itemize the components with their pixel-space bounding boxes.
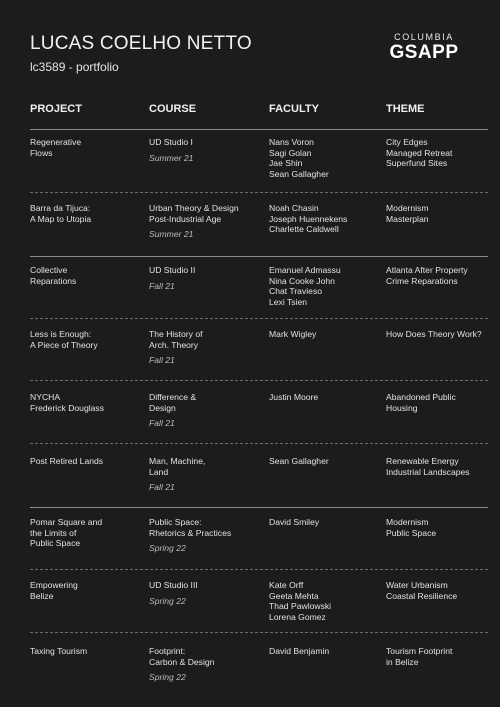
- table-row: [0, 203, 500, 263]
- course-cell: [149, 137, 261, 163]
- course-term: Spring 22: [149, 595, 186, 606]
- portfolio-subtitle: lc3589 - portfolio: [30, 60, 119, 74]
- course-cell: [149, 203, 261, 240]
- course-cell: [149, 456, 261, 493]
- theme-cell: Modernism Public Space: [386, 517, 437, 538]
- course-term: Fall 21: [149, 482, 175, 493]
- column-header-theme: THEME: [386, 103, 425, 115]
- course-cell: [149, 329, 261, 366]
- project-cell: Empowering Belize: [30, 580, 78, 601]
- project-cell: Regenerative Flows: [30, 137, 82, 158]
- course-cell: [149, 265, 261, 291]
- project-cell: Collective Reparations: [30, 265, 77, 286]
- course-name: UD Studio II: [149, 265, 196, 275]
- table-row: [0, 392, 500, 452]
- course-name: The History of Arch. Theory: [149, 329, 203, 350]
- table-row: [0, 517, 500, 577]
- project-cell: Pomar Square and the Limits of Public Space: [30, 517, 103, 549]
- theme-cell: How Does Theory Work?: [386, 329, 482, 339]
- faculty-cell: Noah Chasin Joseph Huennekens Charlette Caldwell: [269, 203, 348, 235]
- project-cell: Post Retired Lands: [30, 456, 104, 466]
- logo-top-text: COLUMBIA: [394, 32, 454, 42]
- student-name: LUCAS COELHO NETTO: [30, 33, 252, 54]
- theme-cell: City Edges Managed Retreat Superfund Sites: [386, 137, 453, 169]
- column-header-project: PROJECT: [30, 103, 82, 115]
- faculty-cell: Nans Voron Sagi Golan Jae Shin Sean Gallagher: [269, 137, 329, 179]
- course-term: Spring 22: [149, 543, 186, 554]
- theme-cell: Water Urbanism Coastal Resilience: [386, 580, 458, 601]
- theme-cell: Atlanta After Property Crime Reparations: [386, 265, 468, 286]
- course-cell: [149, 392, 261, 429]
- faculty-cell: David Benjamin: [269, 646, 330, 656]
- course-term: Summer 21: [149, 152, 194, 163]
- course-term: Spring 22: [149, 672, 186, 683]
- table-row: [0, 329, 500, 389]
- faculty-cell: Justin Moore: [269, 392, 319, 402]
- course-cell: [149, 517, 261, 554]
- table-row: [0, 646, 500, 706]
- project-cell: Barra da Tijuca: A Map to Utopia: [30, 203, 92, 224]
- faculty-cell: Sean Gallagher: [269, 456, 329, 466]
- faculty-cell: Emanuel Admassu Nina Cooke John Chat Travieso Lexi Tsien: [269, 265, 341, 307]
- course-name: Footprint: Carbon & Design: [149, 646, 215, 667]
- table-row: [0, 137, 500, 197]
- column-header-faculty: FACULTY: [269, 103, 319, 115]
- course-name: Urban Theory & Design Post-Industrial Age: [149, 203, 239, 224]
- table-row: [0, 265, 500, 325]
- course-term: Fall 21: [149, 355, 175, 366]
- course-cell: [149, 580, 261, 606]
- course-name: Man, Machine, Land: [149, 456, 206, 477]
- course-name: Difference & Design: [149, 392, 197, 413]
- table-row: [0, 456, 500, 516]
- theme-cell: Abandoned Public Housing: [386, 392, 456, 413]
- column-header-course: COURSE: [149, 103, 197, 115]
- course-cell: [149, 646, 261, 683]
- course-name: Public Space: Rhetorics & Practices: [149, 517, 232, 538]
- faculty-cell: Mark Wigley: [269, 329, 317, 339]
- table-row: [0, 580, 500, 640]
- course-term: Summer 21: [149, 229, 194, 240]
- course-name: UD Studio I: [149, 137, 193, 147]
- theme-cell: Tourism Footprint in Belize: [386, 646, 453, 667]
- faculty-cell: Kate Orff Geeta Mehta Thad Pawlowski Lorena Gomez: [269, 580, 332, 622]
- project-cell: NYCHA Frederick Douglass: [30, 392, 105, 413]
- course-term: Fall 21: [149, 280, 175, 291]
- faculty-cell: David Smiley: [269, 517, 320, 527]
- course-name: UD Studio III: [149, 580, 198, 590]
- theme-cell: Renewable Energy Industrial Landscapes: [386, 456, 470, 477]
- project-cell: Taxing Tourism: [30, 646, 88, 656]
- project-cell: Less is Enough: A Piece of Theory: [30, 329, 98, 350]
- course-term: Fall 21: [149, 418, 175, 429]
- theme-cell: Modernism Masterplan: [386, 203, 429, 224]
- columbia-gsapp-logo: [384, 32, 464, 63]
- logo-main-text: GSAPP: [389, 42, 459, 63]
- header-divider: [30, 129, 488, 130]
